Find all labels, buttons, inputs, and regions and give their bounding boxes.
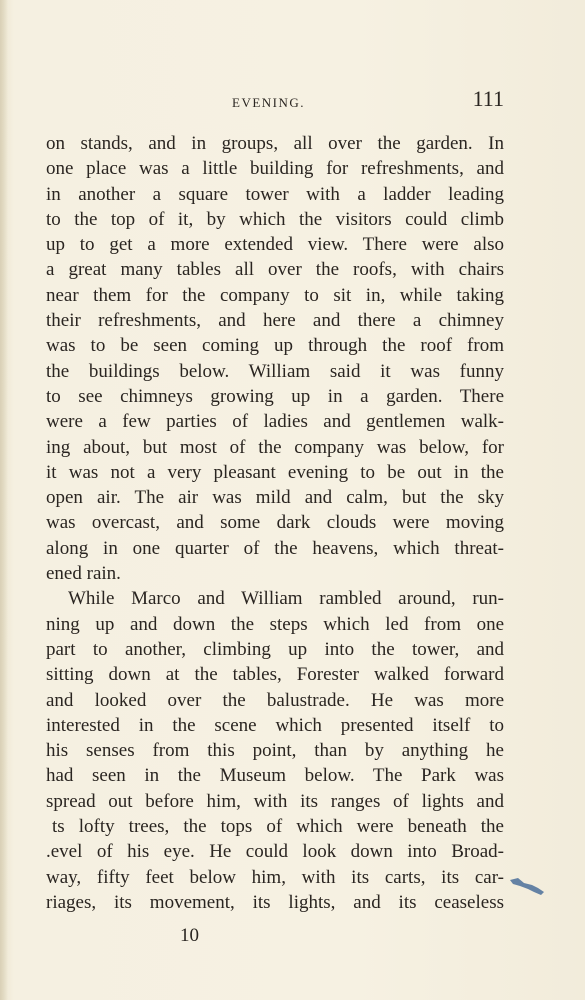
body-text [46,131,504,915]
page-number: 111 [472,86,504,111]
text-line: sitting down at the tables, Forester walked forward [46,664,504,686]
text-line: ts lofty trees, the tops of which were beneath the [52,816,504,838]
paragraph-first-line: While Marco and William rambled around, run- [68,588,504,610]
text-line: had seen in the Museum below. The Park was [46,765,504,787]
text-line: was to be seen coming up through the roof from [46,335,504,357]
text-line: the buildings below. William said it was funny [46,360,504,382]
text-line: was overcast, and some dark clouds were moving [46,512,504,534]
text-line: way, fifty feet below him, with its carts, its car- [46,866,504,888]
signature-mark: 10 [180,925,199,946]
text-line: ing about, but most of the company was below, for [46,436,504,458]
paragraph-end-line: ened rain. [46,563,121,585]
text-line: it was not a very pleasant evening to be out in the [46,461,504,483]
text-line: in another a square tower with a ladder leading [46,183,504,205]
text-line: their refreshments, and here and there a chimney [46,310,504,332]
text-line: up to get a more extended view. There were also [46,234,504,256]
text-line: one place was a little building for refreshments, and [46,158,504,180]
text-line: part to another, climbing up into the tower, and [46,638,504,660]
text-line: open air. The air was mild and calm, but the sky [46,487,504,509]
text-line: to see chimneys growing up in a garden. There [46,385,504,407]
text-line: spread out before him, with its ranges of lights and [46,790,504,812]
text-line: and looked over the balustrade. He was more [46,689,504,711]
running-head-title: EVENING. [232,95,306,110]
text-line: a great many tables all over the roofs, with chairs [46,259,504,281]
text-line: were a few parties of ladies and gentlemen walk- [46,411,504,433]
text-line: riages, its movement, its lights, and its ceaseless [46,891,504,913]
text-line: interested in the scene which presented itself to [46,714,504,736]
text-line: on stands, and in groups, all over the garden. In [46,133,504,154]
text-line: ning up and down the steps which led from one [46,613,504,635]
text-line: near them for the company to sit in, while taking [46,284,504,306]
text-line: to the top of it, by which the visitors could climb [46,208,504,230]
text-line: his senses from this point, than by anything he [46,740,504,762]
ink-blot-icon [508,874,548,898]
gutter-shadow [0,0,8,1000]
text-line: along in one quarter of the heavens, which threat- [46,537,504,559]
text-line: .evel of his eye. He could look down into Broad- [46,841,504,863]
running-head [46,86,504,118]
